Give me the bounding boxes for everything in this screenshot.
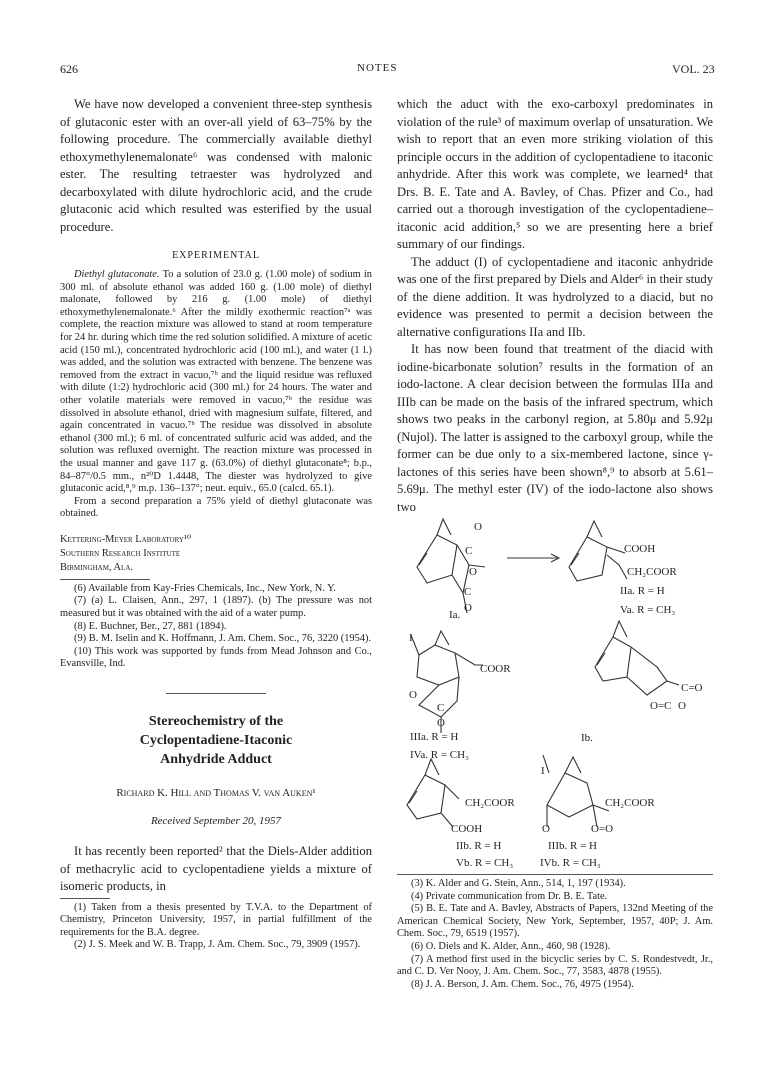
page-number: 626 — [60, 62, 78, 76]
opening-paragraph: It has recently been reported² that the Diels-Alder addition of methacrylic acid to cyclopentadiene yields a mixture of isomeric products, in — [60, 844, 372, 894]
footnote: (3) K. Alder and G. Stein, Ann., 514, 1, 197 (1934). — [411, 878, 626, 889]
group-label: O=O — [591, 823, 614, 835]
structure-label-IIa: IIa. R = H — [620, 585, 665, 597]
footnote: (8) J. A. Berson, J. Am. Chem. Soc., 76, 4975 (1954). — [411, 978, 634, 990]
footnote: (9) B. M. Iselin and K. Hoffmann, J. Am. Chem. Soc., 76, 3220 (1954). — [74, 633, 372, 645]
footnote: (6) Available from Kay-Fries Chemicals, Inc., New York, N. Y. — [74, 582, 336, 594]
atom-label: O — [437, 717, 445, 729]
structure-IIb — [407, 759, 459, 827]
atom-label: O — [464, 602, 472, 614]
authors: Richard K. Hill and Thomas V. van Auken¹ — [116, 787, 316, 800]
group-label: COOH — [451, 823, 483, 835]
experimental-title: Diethyl glutaconate. — [74, 269, 160, 280]
footnote: (6) O. Diels and K. Alder, Ann., 460, 98 (1928). — [411, 940, 611, 952]
running-head: NOTES — [357, 62, 398, 74]
group-label: COOR — [480, 663, 511, 675]
structure-label-IIIb: IIIb. R = H — [548, 840, 597, 852]
right-footnotes — [397, 874, 713, 991]
paragraph: The adduct (I) of cyclopentadiene and itaconic anhydride was one of the first prepared by Diels and Alder⁶ in their study of the diene addition. It was hydrolyzed to a diacid, but no evidence was presented to permit a decision between the alternative configurations IIa and IIb. — [397, 254, 713, 339]
paragraph: which the aduct with the exo-carboxyl predominates in violation of the rule³ of maximum overlap of unsaturation. We wish to report that an even more striking violation of this principle occurs in the addition of cyclopentadiene to itaconic anhydride. After this work was complete, we learned⁴ that Drs. B. E. Tate and A. Bavley, of Chas. Pfizer and Co., had carried out a thorough investigation of the cyclopentadiene–itaconic acid addition,⁵ so we are presenting here a brief summary of our findings. — [397, 97, 713, 251]
group-label: CH₂COOR — [465, 797, 515, 809]
structure-label-IVb: IVb. R = CH₃ — [540, 857, 601, 869]
footnote: (10) This work was supported by funds from Mead Johnson and Co., Evansville, Ind. — [60, 645, 372, 670]
atom-label: O — [542, 823, 550, 835]
atom-label: C — [465, 545, 473, 557]
group-label: CH₂COOR — [627, 566, 677, 578]
title-line: Stereochemistry of the — [148, 714, 284, 730]
atom-label: C — [437, 702, 445, 714]
structure-label-IVa: IVa. R = CH₃ — [410, 749, 469, 761]
lab-address — [60, 533, 372, 575]
footnote-rule — [397, 874, 713, 875]
address-line: Birmingham, Ala. — [60, 561, 133, 573]
group-label: O=C — [650, 700, 672, 712]
structure-label-Va: Va. R = CH₃ — [620, 604, 676, 616]
structure-label-Ia: Ia. — [449, 609, 461, 621]
address-line: Southern Research Institute — [60, 547, 181, 559]
structure-IIa — [569, 521, 627, 581]
intro-paragraph: We have now developed a convenient three-step synthesis of glutaconic ester with an over-all yield of 63–75% by the following procedure. The commercially available diethyl ethoxymethylenemalonate⁶ was condensed with malonic ester. The resulting tetraester was hydrolyzed and decarboxylated with dilute hydrochloric acid, and the crude glutaconic acid which resulted was esterified by the usual procedure. — [60, 97, 372, 234]
structure-label-Vb: Vb. R = CH₃ — [456, 857, 514, 869]
footnote-rule — [60, 898, 110, 899]
group-label: C=O — [681, 682, 703, 694]
experimental-second: From a second preparation a 75% yield of diethyl glutaconate was obtained. — [60, 495, 372, 520]
footnote: (2) J. S. Meek and W. B. Trapp, J. Am. Chem. Soc., 79, 3909 (1957). — [74, 939, 361, 951]
footnote: (5) B. E. Tate and A. Bavley, Abstracts of Papers, 132nd Meeting of the American Chemical Society, New York, September, 1957, 40P; J. Am. Chem. Soc., 79, 6519 (1957). — [397, 903, 713, 940]
group-label: COOH — [624, 543, 656, 555]
experimental-paragraph — [60, 269, 372, 496]
left-column — [60, 96, 372, 952]
footnote: (1) Taken from a thesis presented by T.V.A. to the Department of Chemistry, Princeton University, 1957, in partial fulfillment of the requirements for the B.A. degree. — [60, 901, 372, 938]
received-date: Received September 20, 1957 — [150, 815, 282, 828]
atom-label: O — [469, 566, 477, 578]
footnote: (7) A method first used in the bicyclic series by C. S. Rondestvedt, Jr., and C. D. Ver Nooy, J. Am. Chem. Soc., 77, 3583, 4878 (1955). — [397, 953, 713, 978]
structure-label-IIb: IIb. R = H — [456, 840, 502, 852]
experimental-heading: EXPERIMENTAL — [172, 250, 260, 261]
footnote: (7) (a) L. Claisen, Ann., 297, 1 (1897). (b) The pressure was not measured but it was obtained with the aid of a water pump. — [60, 595, 372, 620]
atom-label: O — [409, 689, 417, 701]
article-separator — [166, 693, 266, 694]
footnote: (4) Private communication from Dr. B. E. Tate. — [411, 890, 608, 902]
title-line: Anhydride Adduct — [160, 752, 272, 768]
atom-label: C — [464, 586, 472, 598]
structure-Ib — [595, 621, 679, 695]
structure-label-IIIa: IIIa. R = H — [410, 731, 459, 743]
article-title — [60, 712, 372, 769]
group-label: CH₂COOR — [605, 797, 655, 809]
structures-figure — [397, 505, 713, 850]
title-line: Cyclopentadiene-Itaconic — [139, 733, 293, 749]
atom-label: O — [474, 521, 482, 533]
paragraph: It has now been found that treatment of the diacid with iodine-bicarbonate solution⁷ results in the formation of an iodo-lactone. A clear decision between the formulas IIIa and IIIb can be made on the basis of the infrared spectrum, which shows two peaks in the carbonyl region, at 5.80μ and 5.92μ (Nujol). The latter is assigned to the carboxyl group, while the former can be due only to a six-membered lactone, since γ-lactones of this series have been shown⁸,⁹ to absorb at 5.61–5.69μ. The methyl ester (IV) of the iodo-lactone also shows two — [397, 342, 713, 514]
right-column — [397, 96, 713, 516]
structure-IIIb — [543, 755, 609, 827]
atom-label: I — [409, 632, 413, 644]
structure-IIIa — [411, 631, 483, 733]
atom-label: O — [678, 700, 686, 712]
footnote: (8) E. Buchner, Ber., 27, 881 (1894). — [74, 620, 227, 632]
footnote-rule — [60, 579, 150, 580]
address-line: Kettering-Meyer Laboratory¹⁰ — [60, 533, 192, 545]
volume-number: VOL. 23 — [672, 62, 715, 76]
experimental-body: To a solution of 23.0 g. (1.00 mole) of sodium in 300 ml. of absolute ethanol was added 160 g. (1.00 mole) of diethyl malonate, followed by 216 g. (1.00 mole) of diethyl ethoxymethylenemalonate.⁶ After the mildly exothermic reaction⁷ᵃ was complete, the reaction mixture was allowed to stand at room temperature for 24 hr. during which time the red solution solidified. A mixture of acetic acid (150 ml.), concentrated hydrochloric acid (100 ml.), and water (1 l.) was added, and the solution was extracted with benzene. The benzene was removed from the extract in vacuo,⁷ᵇ and the liquid residue was refluxed with dilute (1:2) hydrochloric acid (300 ml.) for 24 hours. The water and other volatile materials were removed in vacuo,⁷ᵇ the residue was dissolved in absolute ethanol, dried with magnesium sulfate, filtered, and again concentrated in vacuo.⁷ᵇ The residue was dissolved in absolute ethanol (300 ml.); 6 ml. of concentrated sulfuric acid was added, and the solution was refluxed overnight. The reaction mixture was processed in the usual manner and gave 117 g. (63.0%) of diethyl glutaconate⁸; b.p., 84–87°/0.5 mm., n²⁰D 1.4448, The diester was hydrolyzed to give glutaconic acid,⁸,⁹ m.p. 136–137°; neut. equiv., 65.0 (calcd. 65.1). — [60, 269, 372, 495]
structure-label-Ib: Ib. — [581, 732, 593, 744]
atom-label: I — [541, 765, 545, 777]
